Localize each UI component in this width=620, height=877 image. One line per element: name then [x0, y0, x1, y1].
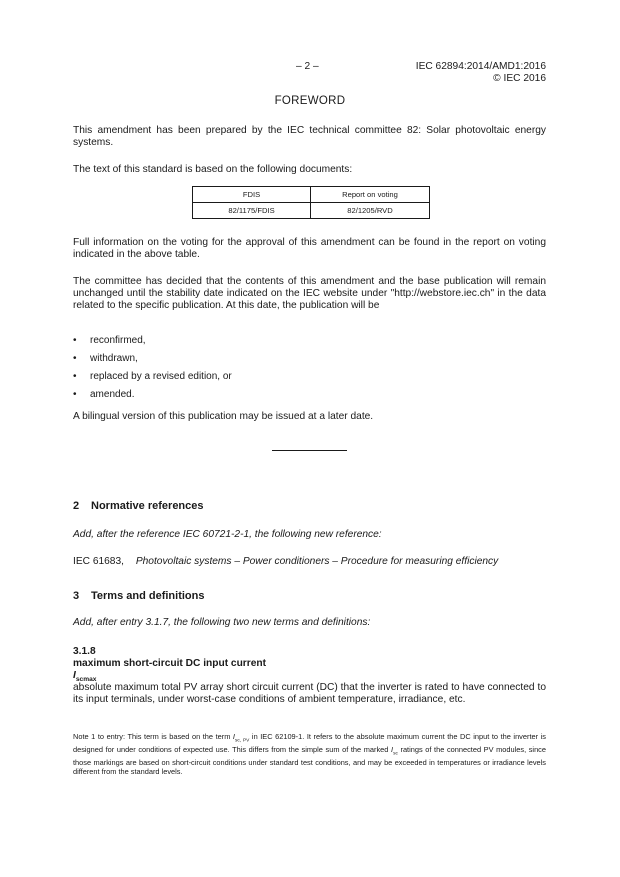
section-2-heading	[73, 500, 204, 513]
foreword-paragraph-1: This amendment has been prepared by the IEC technical committee 82: Solar photovoltaic energy systems.	[73, 125, 546, 148]
list-item-text: amended.	[90, 389, 135, 400]
copyright-notice: © IEC 2016	[493, 73, 546, 84]
table-cell-fdis: 82/1175/FDIS	[193, 203, 311, 219]
bullet-icon: •	[73, 389, 77, 400]
normative-reference	[73, 556, 498, 568]
term-symbol-main: I	[73, 670, 76, 681]
reference-title: Photovoltaic systems – Power conditioners – Procedure for measuring efficiency	[135, 556, 499, 567]
table-header-row	[193, 187, 430, 203]
section-number: 3	[73, 590, 80, 602]
bullet-icon: •	[73, 353, 77, 364]
list-item-text: replaced by a revised edition, or	[90, 371, 232, 382]
document-id: IEC 62894:2014/AMD1:2016	[415, 61, 546, 72]
section-title: Normative references	[91, 500, 204, 512]
list-item-text: reconfirmed,	[90, 335, 146, 346]
table-cell-rvd: 82/1205/RVD	[311, 203, 430, 219]
note-text: Note 1 to entry: This term is based on the term	[73, 732, 233, 741]
page-number: – 2 –	[296, 61, 319, 72]
term-name: maximum short-circuit DC input current	[73, 658, 267, 669]
bullet-icon: •	[73, 371, 77, 382]
note-symbol: I	[232, 732, 235, 741]
note-symbol: I	[391, 745, 394, 755]
foreword-paragraph-2: The text of this standard is based on the following documents:	[73, 164, 353, 175]
table-header-fdis: FDIS	[193, 187, 311, 203]
foreword-paragraph-5: A bilingual version of this publication may be issued at a later date.	[73, 411, 374, 422]
section-title: Terms and definitions	[91, 590, 205, 602]
foreword-paragraph-4: The committee has decided that the contents of this amendment and the base publication will remain unchanged until the stability date indicated on the IEC website under "http://webstore.iec.ch" in the data related to the specific publication. At this date, the publication will be	[73, 276, 546, 311]
note-text: ratings of the connected PV modules, since those markings are based on short-circuit conditions under standard test conditions, and may be exceeded in temperatures or irradiance levels different from the standard levels.	[73, 745, 546, 776]
table-header-report: Report on voting	[311, 187, 430, 203]
term-definition: absolute maximum total PV array short circuit current (DC) that the inverter is rated to have connected to its input terminals, under worst-case conditions of ambient temperature, irradiance, etc.	[73, 682, 546, 705]
term-symbol-subscript: scmax	[75, 676, 97, 684]
term-number: 3.1.8	[73, 646, 96, 657]
list-item-text: withdrawn,	[90, 353, 138, 364]
note-to-entry	[73, 733, 546, 776]
note-symbol-subscript: sc	[393, 751, 398, 757]
section-number: 2	[73, 500, 80, 512]
voting-documents-table	[192, 186, 430, 219]
note-text: in IEC 62109-1. It refers to the absolute maximum current the DC input to the inverter is designed for under conditions of expected use. This differs from the simple sum of the marked	[73, 732, 546, 755]
table-row	[193, 203, 430, 219]
reference-id: IEC 61683,	[73, 556, 124, 567]
bullet-icon: •	[73, 335, 77, 346]
foreword-paragraph-3: Full information on the voting for the approval of this amendment can be found in the report on voting indicated in the above table.	[73, 237, 546, 260]
note-symbol-subscript: sc, PV	[234, 738, 250, 744]
section-2-instruction: Add, after the reference IEC 60721-2-1, the following new reference:	[73, 529, 382, 540]
section-divider	[272, 450, 347, 451]
section-3-heading	[73, 590, 204, 603]
section-3-instruction: Add, after entry 3.1.7, the following two new terms and definitions:	[73, 617, 371, 628]
foreword-title: FOREWORD	[274, 95, 346, 107]
